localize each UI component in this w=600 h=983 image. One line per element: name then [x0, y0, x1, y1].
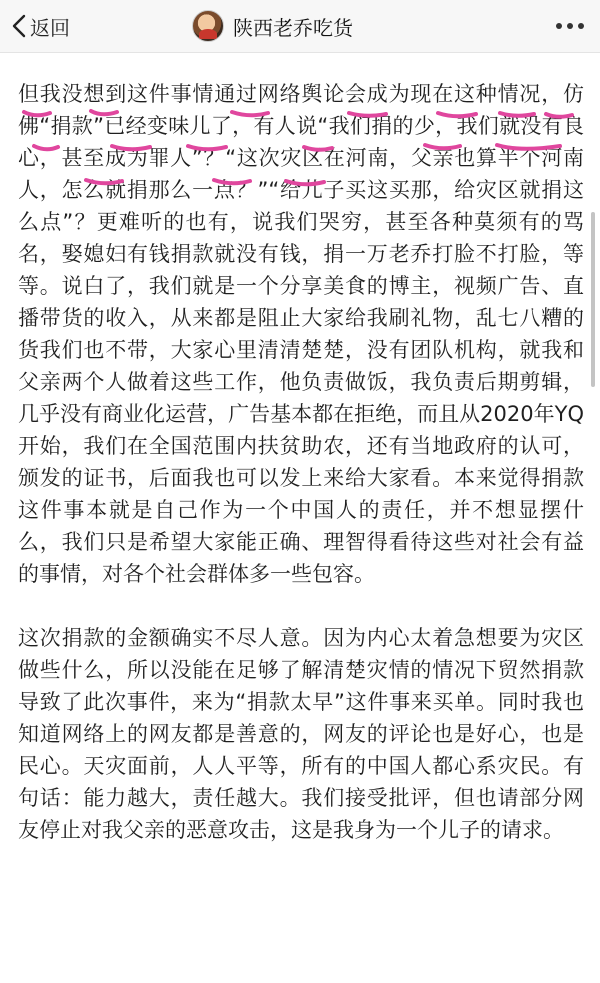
article-body [18, 78, 584, 846]
account-header[interactable] [192, 9, 353, 43]
top-nav-bar [0, 0, 600, 53]
article-paragraph: 但我没想到这件事情通过网络舆论会成为现在这种情况，仿佛“捐款”已经变味儿了，有人说“我们捐的少，我们就没有良心，甚至成为罪人”？“这次灾区在河南，父亲也算半个河南人，怎么就捐那么一点？”“给儿子买这买那，给灾区就捐这么点”？更难听的也有，说我们哭穷，甚至各种莫须有的骂名，娶媳妇有钱捐款就没有钱，捐一万老乔打脸不打脸，等等。说白了，我们就是一个分享美食的博主，视频广告、直播带货的收入，从来都是阻止大家给我刷礼物，乱七八糟的货我们也不带，大家心里清清楚楚，没有团队机构，就我和父亲两个人做着这些工作，他负责做饭，我负责后期剪辑，几乎没有商业化运营，广告基本都在拒绝，而且从2020年YQ开始，我们在全国范围内扶贫助农，还有当地政府的认可，颁发的证书，后面我也可以发上来给大家看。本来觉得捐款这件事本就是自己作为一个中国人的责任，并不想显摆什么，我们只是希望大家能正确、理智得看待这些对社会有益的事情，对各个社会群体多一些包容。 [18, 82, 584, 586]
chevron-left-icon [12, 14, 26, 38]
more-dots-icon [578, 23, 584, 29]
article-paragraph: 这次捐款的金额确实不尽人意。因为内心太着急想要为灾区做些什么，所以没能在足够了解清楚灾情的情况下贸然捐款导致了此次事件，来为“捐款太早”这件事来买单。同时我也知道网络上的网友都是善意的，网友的评论也是好心，也是民心。天灾面前，人人平等，所有的中国人都心系灾民。有句话：能力越大，责任越大。我们接受批评，但也请部分网友停止对我父亲的恶意攻击，这是我身为一个儿子的请求。 [18, 626, 584, 842]
back-button[interactable] [12, 9, 70, 43]
scrollbar[interactable] [591, 212, 595, 387]
more-dots-icon [567, 23, 573, 29]
avatar[interactable] [192, 10, 224, 42]
more-dots-icon [556, 23, 562, 29]
account-name: 陕西老乔吃货 [233, 15, 353, 40]
back-label: 返回 [30, 15, 70, 40]
more-button[interactable] [556, 14, 584, 38]
